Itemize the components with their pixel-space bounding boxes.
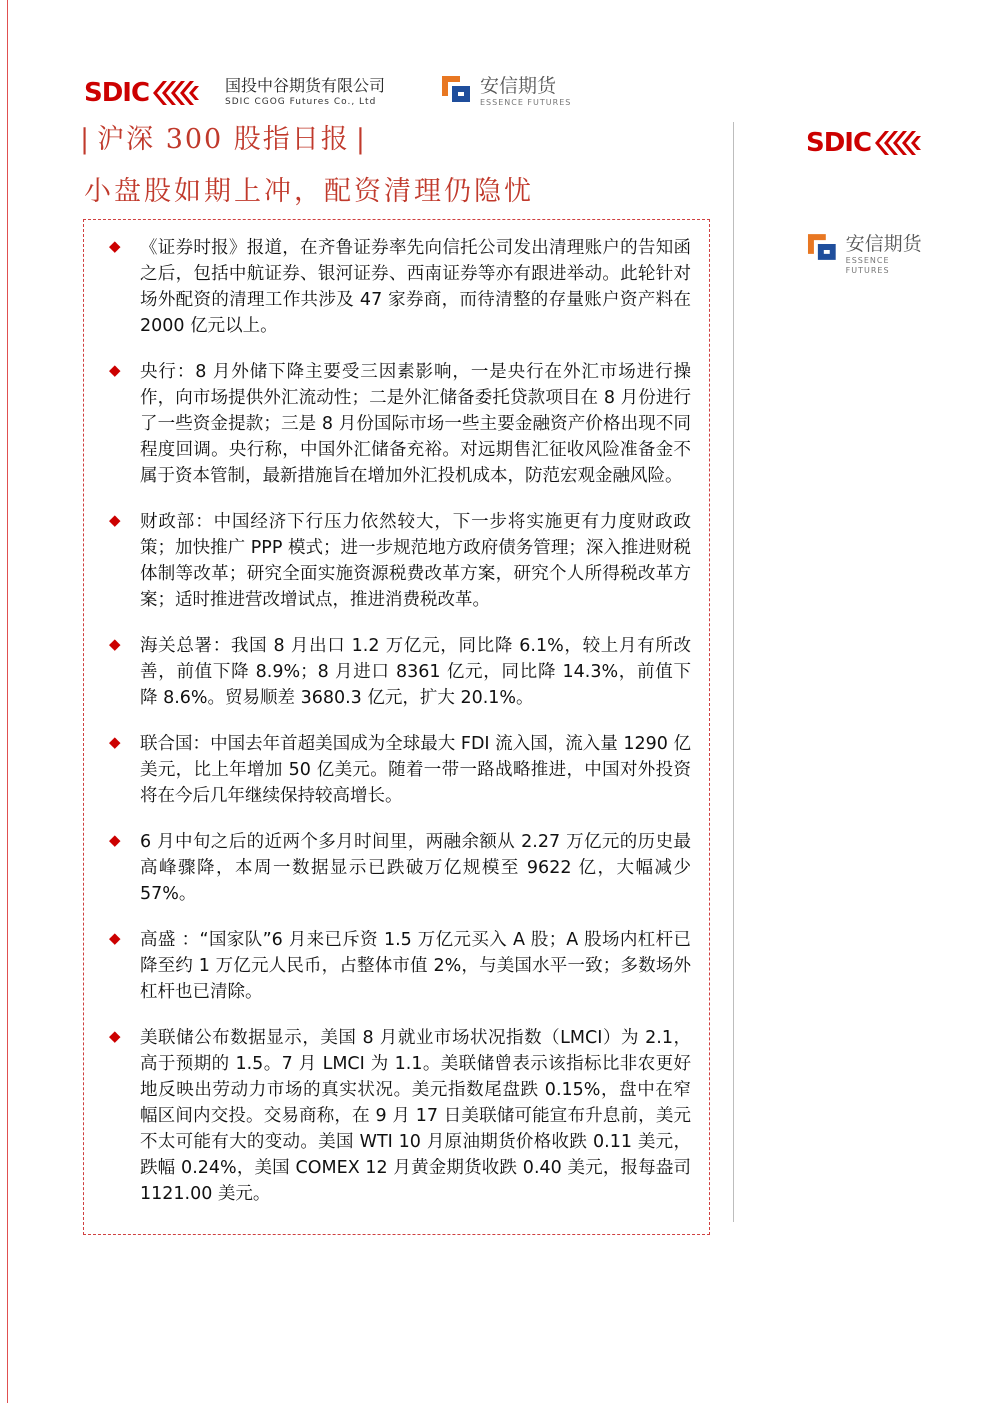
essence-name-en: ESSENCE FUTURES [480,98,572,107]
company-name-block [225,76,385,108]
sidebar-sdic-logo-text: SDIC [806,128,872,158]
page-header [84,72,644,114]
bullet-text: 海关总署：我国 8 月出口 1.2 万亿元，同比降 6.1%，较上月有所改善，前值下降 8.9%；8 月进口 8361 亿元，同比降 14.3%，前值下降 8.6%。贸易顺差 3680.3 亿元，扩大 20.1%。 [140,636,691,708]
bullet-text: 联合国：中国去年首超美国成为全球最大 FDI 流入国，流入量 1290 亿美元，比上年增加 50 亿美元。随着一带一路战略推进，中国对外投资将在今后几年继续保持较高增长。 [140,734,691,806]
red-diamond-icon: ◆ [109,929,121,947]
essence-logo [440,74,571,108]
bullet-text: 财政部：中国经济下行压力依然较大，下一步将实施更有力度财政政策；加快推广 PPP 模式；进一步规范地方政府债务管理；深入推进财税体制等改革；研究全面实施资源税费改革方案，研究个人所得税改革方案；适时推进营改增试点，推进消费税改革。 [140,512,691,610]
report-title-text: 沪深 300 股指日报 [97,124,350,155]
essence-name-cn: 安信期货 [480,75,557,97]
list-item [84,235,709,339]
title-left-bar: | [80,124,92,155]
left-margin-rule [7,0,8,1403]
list-item [84,633,709,711]
essence-mark-icon [806,232,840,262]
sidebar-sdic-logo [806,128,923,158]
bullet-text: 高盛 ：“国家队”6 月来已斥资 1.5 万亿元买入 A 股；A 股场内杠杆已降至约 1 万亿元人民币，占整体市值 2%，与美国水平一致；多数场外杠杆也已清除。 [140,930,691,1002]
report-title [74,122,373,158]
sdic-stripes-icon [149,78,201,108]
red-diamond-icon: ◆ [109,361,121,379]
red-diamond-icon: ◆ [109,635,121,653]
bullet-text: 《证券时报》报道，在齐鲁证券率先向信托公司发出清理账户的告知函之后，包括中航证券、银河证券、西南证券等亦有跟进举动。此轮针对场外配资的清理工作共涉及 47 家券商，而待清整的存量账户资产料在 2000 亿元以上。 [140,238,691,336]
essence-mark-icon [440,74,474,104]
company-name-cn: 国投中谷期货有限公司 [225,76,386,95]
report-headline: 小盘股如期上冲，配资清理仍隐忧 [84,176,534,207]
sdic-logo [84,78,201,108]
sdic-logo-text: SDIC [84,78,150,108]
list-item [84,927,709,1005]
company-name-en: SDIC CGOG Futures Co., Ltd [225,97,377,107]
list-item [84,731,709,809]
sidebar-essence-name-cn: 安信期货 [845,233,922,255]
sidebar-divider [733,122,734,1222]
list-item [84,1025,709,1207]
bullet-text: 美联储公布数据显示，美国 8 月就业市场状况指数（LMCI）为 2.1，高于预期的 1.5。7 月 LMCI 为 1.1。美联储曾表示该指标比非农更好地反映出劳动力市场的真实状况。美元指数尾盘跌 0.15%，盘中在窄幅区间内交投。交易商称，在 9 月 17 日美联储可能宣布升息前，美元不太可能有大的变动。美国 WTI 10 月原油期货价格收跌 0.11 美元，跌幅 0.24%，美国 COMEX 12 月黄金期货收跌 0.40 美元，报每盎司 1121.00 美元。 [140,1028,691,1204]
news-list [84,235,709,1227]
red-diamond-icon: ◆ [109,831,121,849]
red-diamond-icon: ◆ [109,237,121,255]
red-diamond-icon: ◆ [109,511,121,529]
list-item [84,829,709,907]
bullet-text: 央行：8 月外储下降主要受三因素影响，一是央行在外汇市场进行操作，向市场提供外汇流动性；二是外汇储备委托贷款项目在 8 月份进行了一些资金提款；三是 8 月份国际市场一些主要金融资产价格出现不同程度回调。央行称，中国外汇储备充裕。对远期售汇征收风险准备金不属于资本管制，最新措施旨在增加外汇投机成本，防范宏观金融风险。 [140,362,691,486]
sidebar-essence-name-en: ESSENCE FUTURES [845,256,890,275]
red-diamond-icon: ◆ [109,733,121,751]
news-box [83,219,710,1235]
bullet-text: 6 月中旬之后的近两个多月时间里，两融余额从 2.27 万亿元的历史最高峰骤降，本周一数据显示已跌破万亿规模至 9622 亿，大幅减少 57%。 [140,832,691,904]
list-item [84,509,709,613]
list-item [84,359,709,489]
sdic-stripes-icon [871,128,923,158]
sidebar-essence-logo [806,232,936,276]
title-right-bar: | [355,124,367,155]
red-diamond-icon: ◆ [109,1027,121,1045]
